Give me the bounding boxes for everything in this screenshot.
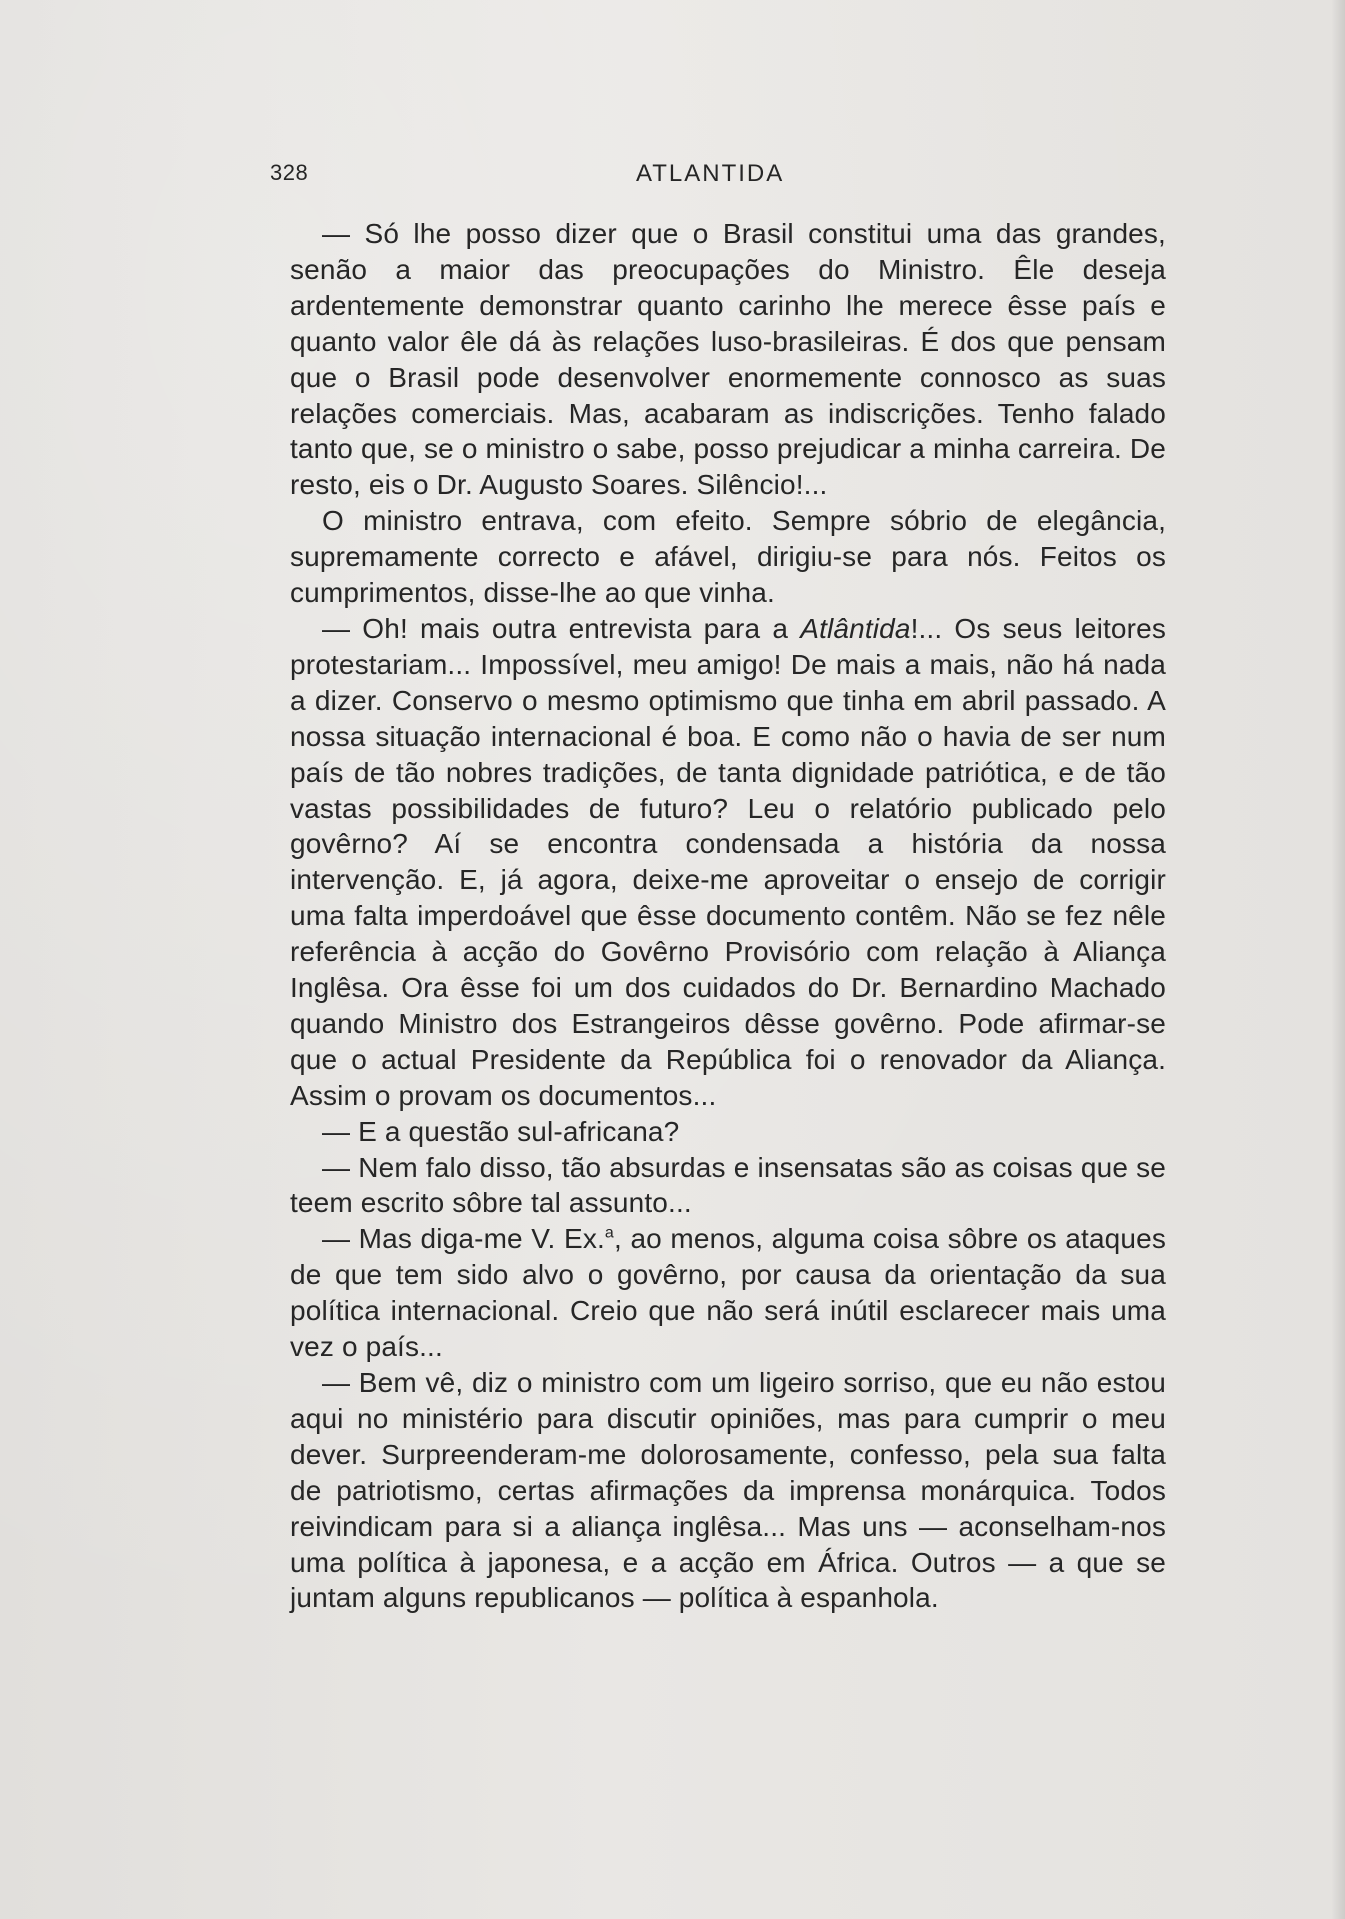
page-header [270,160,810,192]
paragraph-3 [290,611,1166,1114]
page-number: 328 [270,160,309,185]
running-title: ATLANTIDA [636,160,785,187]
page-edge-shadow [1331,0,1345,1919]
paragraph-3-rest: !... Os seus leitores protestariam... Impossível, meu amigo! De mais a mais, não há nada a dizer. Conservo o mesmo optimismo que tinha em abril passado. A nossa situação internacional é boa. E como não o havia de ser num país de tão nobres tradições, de tanta dignidade patriótica, e de tão vastas possibilidades de futuro? Leu o relatório publicado pelo govêrno? Aí se encontra condensada a história da nossa intervenção. E, já agora, deixe-me aproveitar o ensejo de corrigir uma falta imperdoável que êsse documento contêm. Não se fez nêle referência à acção do Govêrno Provisório com relação à Aliança Inglêsa. Ora êsse foi um dos cuidados do Dr. Bernardino Machado quando Ministro dos Estrangeiros dêsse govêrno. Pode afirmar-se que o actual Presidente da República foi o renovador da Aliança. Assim o provam os documentos... [290,612,1166,1111]
magazine-title-italic: Atlântida [800,612,911,644]
paragraph-7: — Bem vê, diz o ministro com um ligeiro sorriso, que eu não estou aqui no ministério para discutir opiniões, mas para cumprir o meu dever. Surpreenderam-me dolorosamente, confesso, pela sua falta de patriotismo, certas afirmações da imprensa monárquica. Todos reivindicam para si a aliança inglêsa... Mas uns — aconselham-nos uma política à japonesa, e a acção em África. Outros — a que se juntam alguns republicanos — política à espanhola. [290,1367,1166,1614]
paragraph-6-rest: , ao menos, alguma coisa sôbre os ataques de que tem sido alvo o govêrno, por causa da orientação da sua política internacional. Creio que não será inútil esclarecer mais uma vez o país... [290,1223,1166,1363]
body-text [290,216,1166,1616]
paragraph-3-lead: — Oh! mais outra entrevista para a [322,612,801,644]
paragraph-5: — Nem falo disso, tão absurdas e insensatas são as coisas que se teem escrito sôbre tal assunto... [290,1151,1166,1219]
paragraph-6-lead: — Mas diga-me V. Ex. [322,1223,605,1255]
paragraph-4: — E a questão sul-africana? [322,1115,680,1147]
superscript-a: a [604,1225,614,1243]
paragraph-1: — Só lhe posso dizer que o Brasil constitui uma das grandes, senão a maior das preocupações do Ministro. Êle deseja ardentemente demonstrar quanto carinho lhe merece êsse país e quanto valor êle dá às relações luso-brasileiras. É dos que pensam que o Brasil pode desenvolver enormemente connosco as suas relações comerciais. Mas, acabaram as indiscrições. Tenho falado tanto que, se o ministro o sabe, posso prejudicar a minha carreira. De resto, eis o Dr. Augusto Soares. Silêncio!... [290,218,1166,501]
paragraph-6 [290,1221,1166,1365]
paragraph-2: O ministro entrava, com efeito. Sempre sóbrio de elegância, supremamente correcto e afável, dirigiu-se para nós. Feitos os cumprimentos, disse-lhe ao que vinha. [290,505,1166,609]
